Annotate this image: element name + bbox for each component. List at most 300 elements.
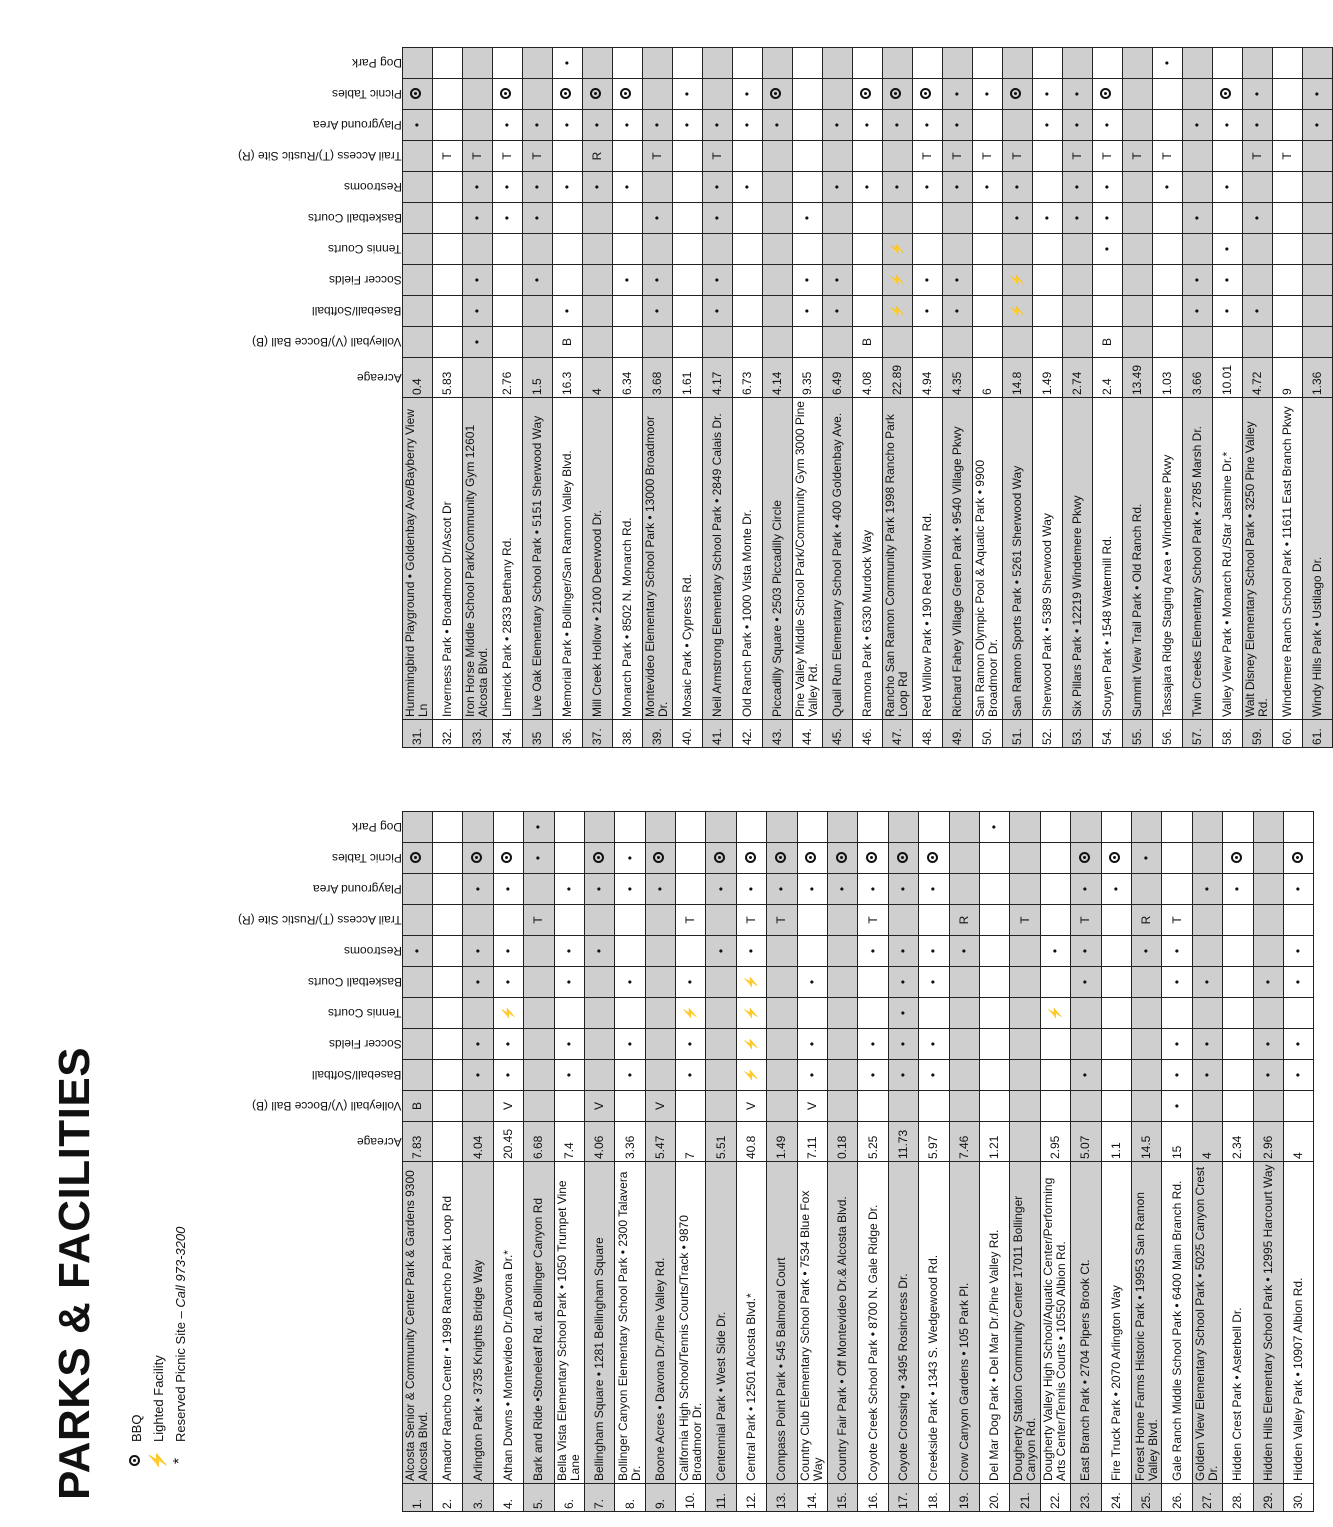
- facility-cell: [732, 327, 762, 358]
- row-number: 31.: [402, 720, 432, 748]
- facility-cell: •: [554, 1060, 584, 1091]
- facility-cell: [1283, 843, 1313, 874]
- facility-cell: [1162, 843, 1192, 874]
- facility-cell: •: [1071, 936, 1101, 967]
- facility-cell: [672, 172, 702, 203]
- facility-cell: [584, 812, 614, 843]
- facility-cell: [1253, 874, 1283, 905]
- facility-cell: [1152, 265, 1182, 296]
- facility-cell: [706, 1029, 736, 1060]
- facility-cell: •: [584, 936, 614, 967]
- facility-cell: [584, 967, 614, 998]
- lightning-icon: ⚡: [1009, 303, 1024, 319]
- column-header-label: Acreage: [356, 371, 402, 385]
- park-name: Forest Home Farms Historic Park • 19953 San Ramon Valley Blvd.: [1131, 1162, 1161, 1484]
- facility-cell: •: [942, 265, 972, 296]
- facility-cell: [1131, 1029, 1161, 1060]
- row-number: 23.: [1071, 1484, 1101, 1512]
- column-header: [238, 812, 402, 843]
- bbq-icon: [653, 853, 664, 864]
- facility-cell: [402, 843, 432, 874]
- facility-cell: [736, 812, 766, 843]
- table-row: [732, 48, 762, 748]
- facility-cell: T: [1010, 905, 1040, 936]
- facility-cell: [645, 998, 675, 1029]
- row-number: 25.: [1131, 1484, 1161, 1512]
- facility-cell: [949, 874, 979, 905]
- row-number: 17.: [888, 1484, 918, 1512]
- facility-cell: [1122, 234, 1152, 265]
- facility-cell: [522, 327, 552, 358]
- facility-cell: •: [554, 1029, 584, 1060]
- facility-cell: [642, 172, 672, 203]
- facility-cell: [645, 905, 675, 936]
- facility-cell: [1040, 1029, 1070, 1060]
- facility-cell: •: [492, 110, 522, 141]
- facility-cell: [736, 1060, 766, 1091]
- bbq-icon: [860, 89, 871, 100]
- facility-cell: [949, 1060, 979, 1091]
- facility-cell: [1101, 1060, 1131, 1091]
- table-row: [582, 48, 612, 748]
- facility-cell: [980, 998, 1010, 1029]
- legend-item-reserved: [169, 1227, 191, 1470]
- facility-cell: [642, 79, 672, 110]
- table-row: [1272, 48, 1302, 748]
- row-number: 11.: [706, 1484, 736, 1512]
- facility-cell: [612, 141, 642, 172]
- facility-cell: •: [612, 172, 642, 203]
- facility-cell: •: [792, 265, 822, 296]
- row-number: 2.: [432, 1484, 462, 1512]
- facility-cell: •: [1283, 967, 1313, 998]
- facility-cell: [1152, 296, 1182, 327]
- table-row: [858, 812, 888, 1512]
- facility-cell: [706, 843, 736, 874]
- facility-cell: [1272, 79, 1302, 110]
- facility-cell: [1283, 905, 1313, 936]
- facility-cell: •: [642, 265, 672, 296]
- acreage-cell: 4.17: [702, 358, 732, 398]
- row-number: 59.: [1242, 720, 1272, 748]
- facility-cell: T: [736, 905, 766, 936]
- acreage-cell: 7.4: [554, 1122, 584, 1162]
- park-name: Bollinger Canyon Elementary School Park • 2300 Talavera Dr.: [615, 1162, 645, 1484]
- facility-cell: [1062, 234, 1092, 265]
- park-name: Country Club Elementary School Park • 7534 Blue Fox Way: [797, 1162, 827, 1484]
- facility-cell: [980, 967, 1010, 998]
- acreage-cell: 5.25: [858, 1122, 888, 1162]
- table-row: [522, 48, 552, 748]
- facility-cell: [524, 936, 554, 967]
- facility-cell: [1182, 141, 1212, 172]
- facility-cell: [949, 1029, 979, 1060]
- row-number: 27.: [1192, 1484, 1222, 1512]
- facility-cell: [1162, 874, 1192, 905]
- facility-cell: [767, 843, 797, 874]
- facility-cell: [642, 48, 672, 79]
- facility-cell: [1131, 874, 1161, 905]
- facility-cell: •: [493, 874, 523, 905]
- facility-cell: •: [912, 296, 942, 327]
- facility-cell: [1040, 874, 1070, 905]
- facility-cell: [432, 998, 462, 1029]
- lightning-icon: ⚡: [1009, 272, 1024, 288]
- facility-cell: [767, 1029, 797, 1060]
- facility-cell: •: [462, 296, 492, 327]
- facility-cell: [1040, 967, 1070, 998]
- facility-cell: [463, 1091, 493, 1122]
- facility-cell: •: [1131, 936, 1161, 967]
- facility-cell: [882, 296, 912, 327]
- column-header: [238, 967, 402, 998]
- facility-cell: •: [1071, 967, 1101, 998]
- facility-cell: [402, 327, 432, 358]
- facility-cell: •: [1162, 1091, 1192, 1122]
- acreage-cell: 3.36: [615, 1122, 645, 1162]
- facility-cell: [552, 141, 582, 172]
- column-header: [238, 234, 402, 265]
- facility-cell: [432, 874, 462, 905]
- row-number: 55.: [1122, 720, 1152, 748]
- facility-cell: T: [1092, 141, 1122, 172]
- facility-cell: •: [852, 110, 882, 141]
- facility-cell: •: [912, 265, 942, 296]
- facility-cell: •: [1152, 172, 1182, 203]
- column-header-label: Playground Area: [312, 882, 402, 897]
- facility-cell: •: [1283, 1060, 1313, 1091]
- facility-cell: [1242, 327, 1272, 358]
- facility-cell: [584, 1029, 614, 1060]
- column-header-label: Picnic Tables: [331, 851, 402, 866]
- facility-cell: [792, 79, 822, 110]
- facility-cell: [1002, 327, 1032, 358]
- table-row: [492, 48, 522, 748]
- park-name: Neil Armstrong Elementary School Park • 2849 Calais Dr.: [702, 398, 732, 720]
- facility-cell: [828, 905, 858, 936]
- row-number: 26.: [1162, 1484, 1192, 1512]
- park-name: Coyote Crossing • 3495 Rosincress Dr.: [888, 1162, 918, 1484]
- acreage-cell: 1.49: [767, 1122, 797, 1162]
- table-row: [1162, 812, 1192, 1512]
- row-number: 21.: [1010, 1484, 1040, 1512]
- facility-cell: [1040, 998, 1070, 1029]
- facility-cell: [980, 1091, 1010, 1122]
- row-number: 1.: [402, 1484, 432, 1512]
- column-header-label: Soccer Fields: [328, 1037, 402, 1052]
- facility-cell: [676, 874, 706, 905]
- page-title: PARKS & FACILITIES: [50, 1046, 99, 1500]
- acreage-cell: 2.4: [1092, 358, 1122, 398]
- park-name: East Branch Park • 2704 Pipers Brook Ct.: [1071, 1162, 1101, 1484]
- facility-cell: [402, 141, 432, 172]
- facility-cell: •: [828, 874, 858, 905]
- table-row: [493, 812, 523, 1512]
- facility-cell: T: [1062, 141, 1092, 172]
- facility-cell: [1223, 812, 1253, 843]
- facility-cell: [1223, 1091, 1253, 1122]
- facility-cell: [797, 843, 827, 874]
- acreage-cell: [1010, 1122, 1040, 1162]
- facility-cell: [882, 203, 912, 234]
- facility-cell: •: [1182, 265, 1212, 296]
- row-number: 39.: [642, 720, 672, 748]
- facility-cell: •: [942, 172, 972, 203]
- acreage-cell: 2.74: [1062, 358, 1092, 398]
- park-name: Coyote Creek School Park • 8700 N. Gale Ridge Dr.: [858, 1162, 888, 1484]
- facility-cell: [980, 905, 1010, 936]
- facility-cell: [852, 48, 882, 79]
- row-number: 32.: [432, 720, 462, 748]
- row-number: 28.: [1223, 1484, 1253, 1512]
- facility-cell: [432, 79, 462, 110]
- park-name: Mill Creek Hollow • 2100 Deerwood Dr.: [582, 398, 612, 720]
- acreage-cell: 5.83: [432, 358, 462, 398]
- acreage-cell: 22.89: [882, 358, 912, 398]
- facility-cell: [912, 79, 942, 110]
- table-row: [882, 48, 912, 748]
- acreage-cell: 2.96: [1253, 1122, 1283, 1162]
- facility-cell: V: [493, 1091, 523, 1122]
- lightning-icon: ⚡: [1047, 1005, 1062, 1021]
- legend-item-lighted: [147, 1227, 169, 1470]
- facility-cell: [672, 296, 702, 327]
- facility-cell: [888, 1091, 918, 1122]
- facility-cell: [1302, 296, 1332, 327]
- acreage-cell: 4: [1192, 1122, 1222, 1162]
- facility-cell: [672, 327, 702, 358]
- facility-cell: •: [972, 79, 1002, 110]
- table-row: [584, 812, 614, 1512]
- facility-cell: [676, 936, 706, 967]
- facility-cell: [552, 79, 582, 110]
- acreage-cell: 4.04: [463, 1122, 493, 1162]
- facility-cell: •: [706, 874, 736, 905]
- facility-cell: [1182, 79, 1212, 110]
- facility-cell: •: [1071, 1060, 1101, 1091]
- facility-cell: [882, 141, 912, 172]
- facility-cell: •: [942, 79, 972, 110]
- facility-cell: [492, 48, 522, 79]
- table-row: [1122, 48, 1152, 748]
- column-header-label: Baseball/Softball: [312, 1068, 402, 1083]
- park-name: Summit View Trail Park • Old Ranch Rd.: [1122, 398, 1152, 720]
- facility-cell: •: [858, 1029, 888, 1060]
- facility-cell: •: [615, 874, 645, 905]
- acreage-cell: 40.8: [736, 1122, 766, 1162]
- facility-cell: •: [1032, 79, 1062, 110]
- acreage-cell: 1.1: [1101, 1122, 1131, 1162]
- facility-cell: [912, 203, 942, 234]
- facility-cell: [1212, 79, 1242, 110]
- acreage-cell: 6.73: [732, 358, 762, 398]
- acreage-cell: 15: [1162, 1122, 1192, 1162]
- facility-cell: [522, 234, 552, 265]
- facility-cell: [828, 998, 858, 1029]
- facility-cell: T: [912, 141, 942, 172]
- facility-cell: [1032, 48, 1062, 79]
- facility-cell: •: [732, 79, 762, 110]
- park-name: Limerick Park • 2833 Bethany Rd.: [492, 398, 522, 720]
- facility-cell: [645, 843, 675, 874]
- facility-cell: [797, 936, 827, 967]
- row-number: 24.: [1101, 1484, 1131, 1512]
- park-name: Six Pillars Park • 12219 Windemere Pkwy: [1062, 398, 1092, 720]
- facility-cell: •: [1162, 936, 1192, 967]
- facility-cell: V: [645, 1091, 675, 1122]
- facility-cell: [1092, 79, 1122, 110]
- facility-cell: [852, 234, 882, 265]
- facility-cell: [762, 203, 792, 234]
- facility-cell: [1002, 110, 1032, 141]
- column-header: [238, 79, 402, 110]
- row-number: 49.: [942, 720, 972, 748]
- facility-cell: •: [1131, 843, 1161, 874]
- row-number: 15.: [828, 1484, 858, 1512]
- facility-cell: [1272, 296, 1302, 327]
- facility-cell: [972, 110, 1002, 141]
- facility-cell: [1182, 234, 1212, 265]
- park-name: Tassajara Ridge Staging Area • Windemere Pkwy: [1152, 398, 1182, 720]
- facility-cell: •: [1032, 203, 1062, 234]
- facility-cell: •: [524, 812, 554, 843]
- facility-cell: •: [612, 265, 642, 296]
- row-number: 56.: [1152, 720, 1182, 748]
- facility-cell: [645, 812, 675, 843]
- facility-cell: •: [462, 172, 492, 203]
- table-row: [1092, 48, 1122, 748]
- facility-cell: •: [676, 1029, 706, 1060]
- lightning-icon: ⚡: [889, 303, 904, 319]
- facility-cell: [524, 1029, 554, 1060]
- facility-cell: [672, 48, 702, 79]
- facility-cell: [1122, 48, 1152, 79]
- facility-cell: [463, 998, 493, 1029]
- facility-cell: [852, 203, 882, 234]
- facility-cell: [1242, 234, 1272, 265]
- facility-cell: [888, 812, 918, 843]
- facility-cell: [767, 812, 797, 843]
- facility-cell: [612, 234, 642, 265]
- park-name: Piccadilly Square • 2503 Piccadilly Circle: [762, 398, 792, 720]
- facility-cell: [1071, 1029, 1101, 1060]
- column-header: [238, 110, 402, 141]
- facility-cell: [462, 110, 492, 141]
- table-row: [432, 812, 462, 1512]
- facility-cell: •: [1062, 79, 1092, 110]
- facility-cell: [645, 936, 675, 967]
- facility-cell: [642, 327, 672, 358]
- facility-cell: [762, 296, 792, 327]
- row-number: 40.: [672, 720, 702, 748]
- table-row: [432, 48, 462, 748]
- facility-cell: [1152, 234, 1182, 265]
- park-name: Memorial Park • Bollinger/San Ramon Valley Blvd.: [552, 398, 582, 720]
- column-header: [238, 1029, 402, 1060]
- facility-cell: [432, 812, 462, 843]
- row-number: 60.: [1272, 720, 1302, 748]
- facility-cell: [645, 967, 675, 998]
- facility-cell: [767, 1060, 797, 1091]
- column-header: [238, 327, 402, 358]
- lightning-icon: ⚡: [744, 1036, 759, 1052]
- facility-cell: •: [524, 843, 554, 874]
- facility-cell: •: [882, 110, 912, 141]
- table-row: [736, 812, 766, 1512]
- table-row: [949, 812, 979, 1512]
- facility-cell: •: [642, 296, 672, 327]
- column-header: [238, 1060, 402, 1091]
- facility-cell: [554, 905, 584, 936]
- facility-cell: •: [1040, 936, 1070, 967]
- park-name: Monarch Park • 8502 N. Monarch Rd.: [612, 398, 642, 720]
- acreage-cell: 16.3: [552, 358, 582, 398]
- facility-cell: [432, 203, 462, 234]
- facility-cell: T: [1152, 141, 1182, 172]
- facility-cell: [492, 234, 522, 265]
- facility-cell: [492, 79, 522, 110]
- facility-cell: [432, 936, 462, 967]
- facility-cell: •: [1182, 296, 1212, 327]
- facility-cell: •: [552, 296, 582, 327]
- column-header: [238, 998, 402, 1029]
- park-name: Windemere Ranch School Park • 11611 East Branch Pkwy: [1272, 398, 1302, 720]
- facility-cell: [1032, 327, 1062, 358]
- facility-cell: [612, 203, 642, 234]
- park-name: Twin Creeks Elementary School Park • 2785 Marsh Dr.: [1182, 398, 1212, 720]
- facility-cell: [524, 1060, 554, 1091]
- facility-cell: •: [554, 936, 584, 967]
- facility-cell: [736, 843, 766, 874]
- facility-cell: •: [522, 203, 552, 234]
- facility-cell: •: [645, 874, 675, 905]
- facility-cell: [792, 110, 822, 141]
- acreage-cell: 4.35: [942, 358, 972, 398]
- facility-cell: [1272, 234, 1302, 265]
- facility-cell: [1131, 967, 1161, 998]
- facility-cell: [1122, 265, 1152, 296]
- facility-cell: •: [584, 874, 614, 905]
- facility-cell: [1032, 234, 1062, 265]
- facility-cell: T: [492, 141, 522, 172]
- facility-cell: [852, 79, 882, 110]
- park-name: Arlington Park • 3735 Knights Bridge Way: [463, 1162, 493, 1484]
- facility-cell: [1002, 79, 1032, 110]
- facility-cell: [888, 843, 918, 874]
- facility-cell: •: [1192, 967, 1222, 998]
- table-parks-1-30: [238, 811, 1314, 1512]
- acreage-cell: 5.07: [1071, 1122, 1101, 1162]
- facility-cell: [1032, 172, 1062, 203]
- facility-cell: •: [762, 110, 792, 141]
- facility-cell: [1040, 1091, 1070, 1122]
- acreage-cell: 9: [1272, 358, 1302, 398]
- row-number: 46.: [852, 720, 882, 748]
- facility-cell: [762, 172, 792, 203]
- facility-cell: [645, 1029, 675, 1060]
- facility-cell: •: [732, 172, 762, 203]
- facility-cell: [792, 234, 822, 265]
- facility-cell: T: [972, 141, 1002, 172]
- facility-cell: [463, 812, 493, 843]
- facility-cell: T: [702, 141, 732, 172]
- facility-cell: •: [493, 936, 523, 967]
- facility-cell: •: [1242, 296, 1272, 327]
- bbq-icon: [590, 89, 601, 100]
- table-row: [972, 48, 1002, 748]
- facility-cell: •: [912, 110, 942, 141]
- facility-cell: [522, 296, 552, 327]
